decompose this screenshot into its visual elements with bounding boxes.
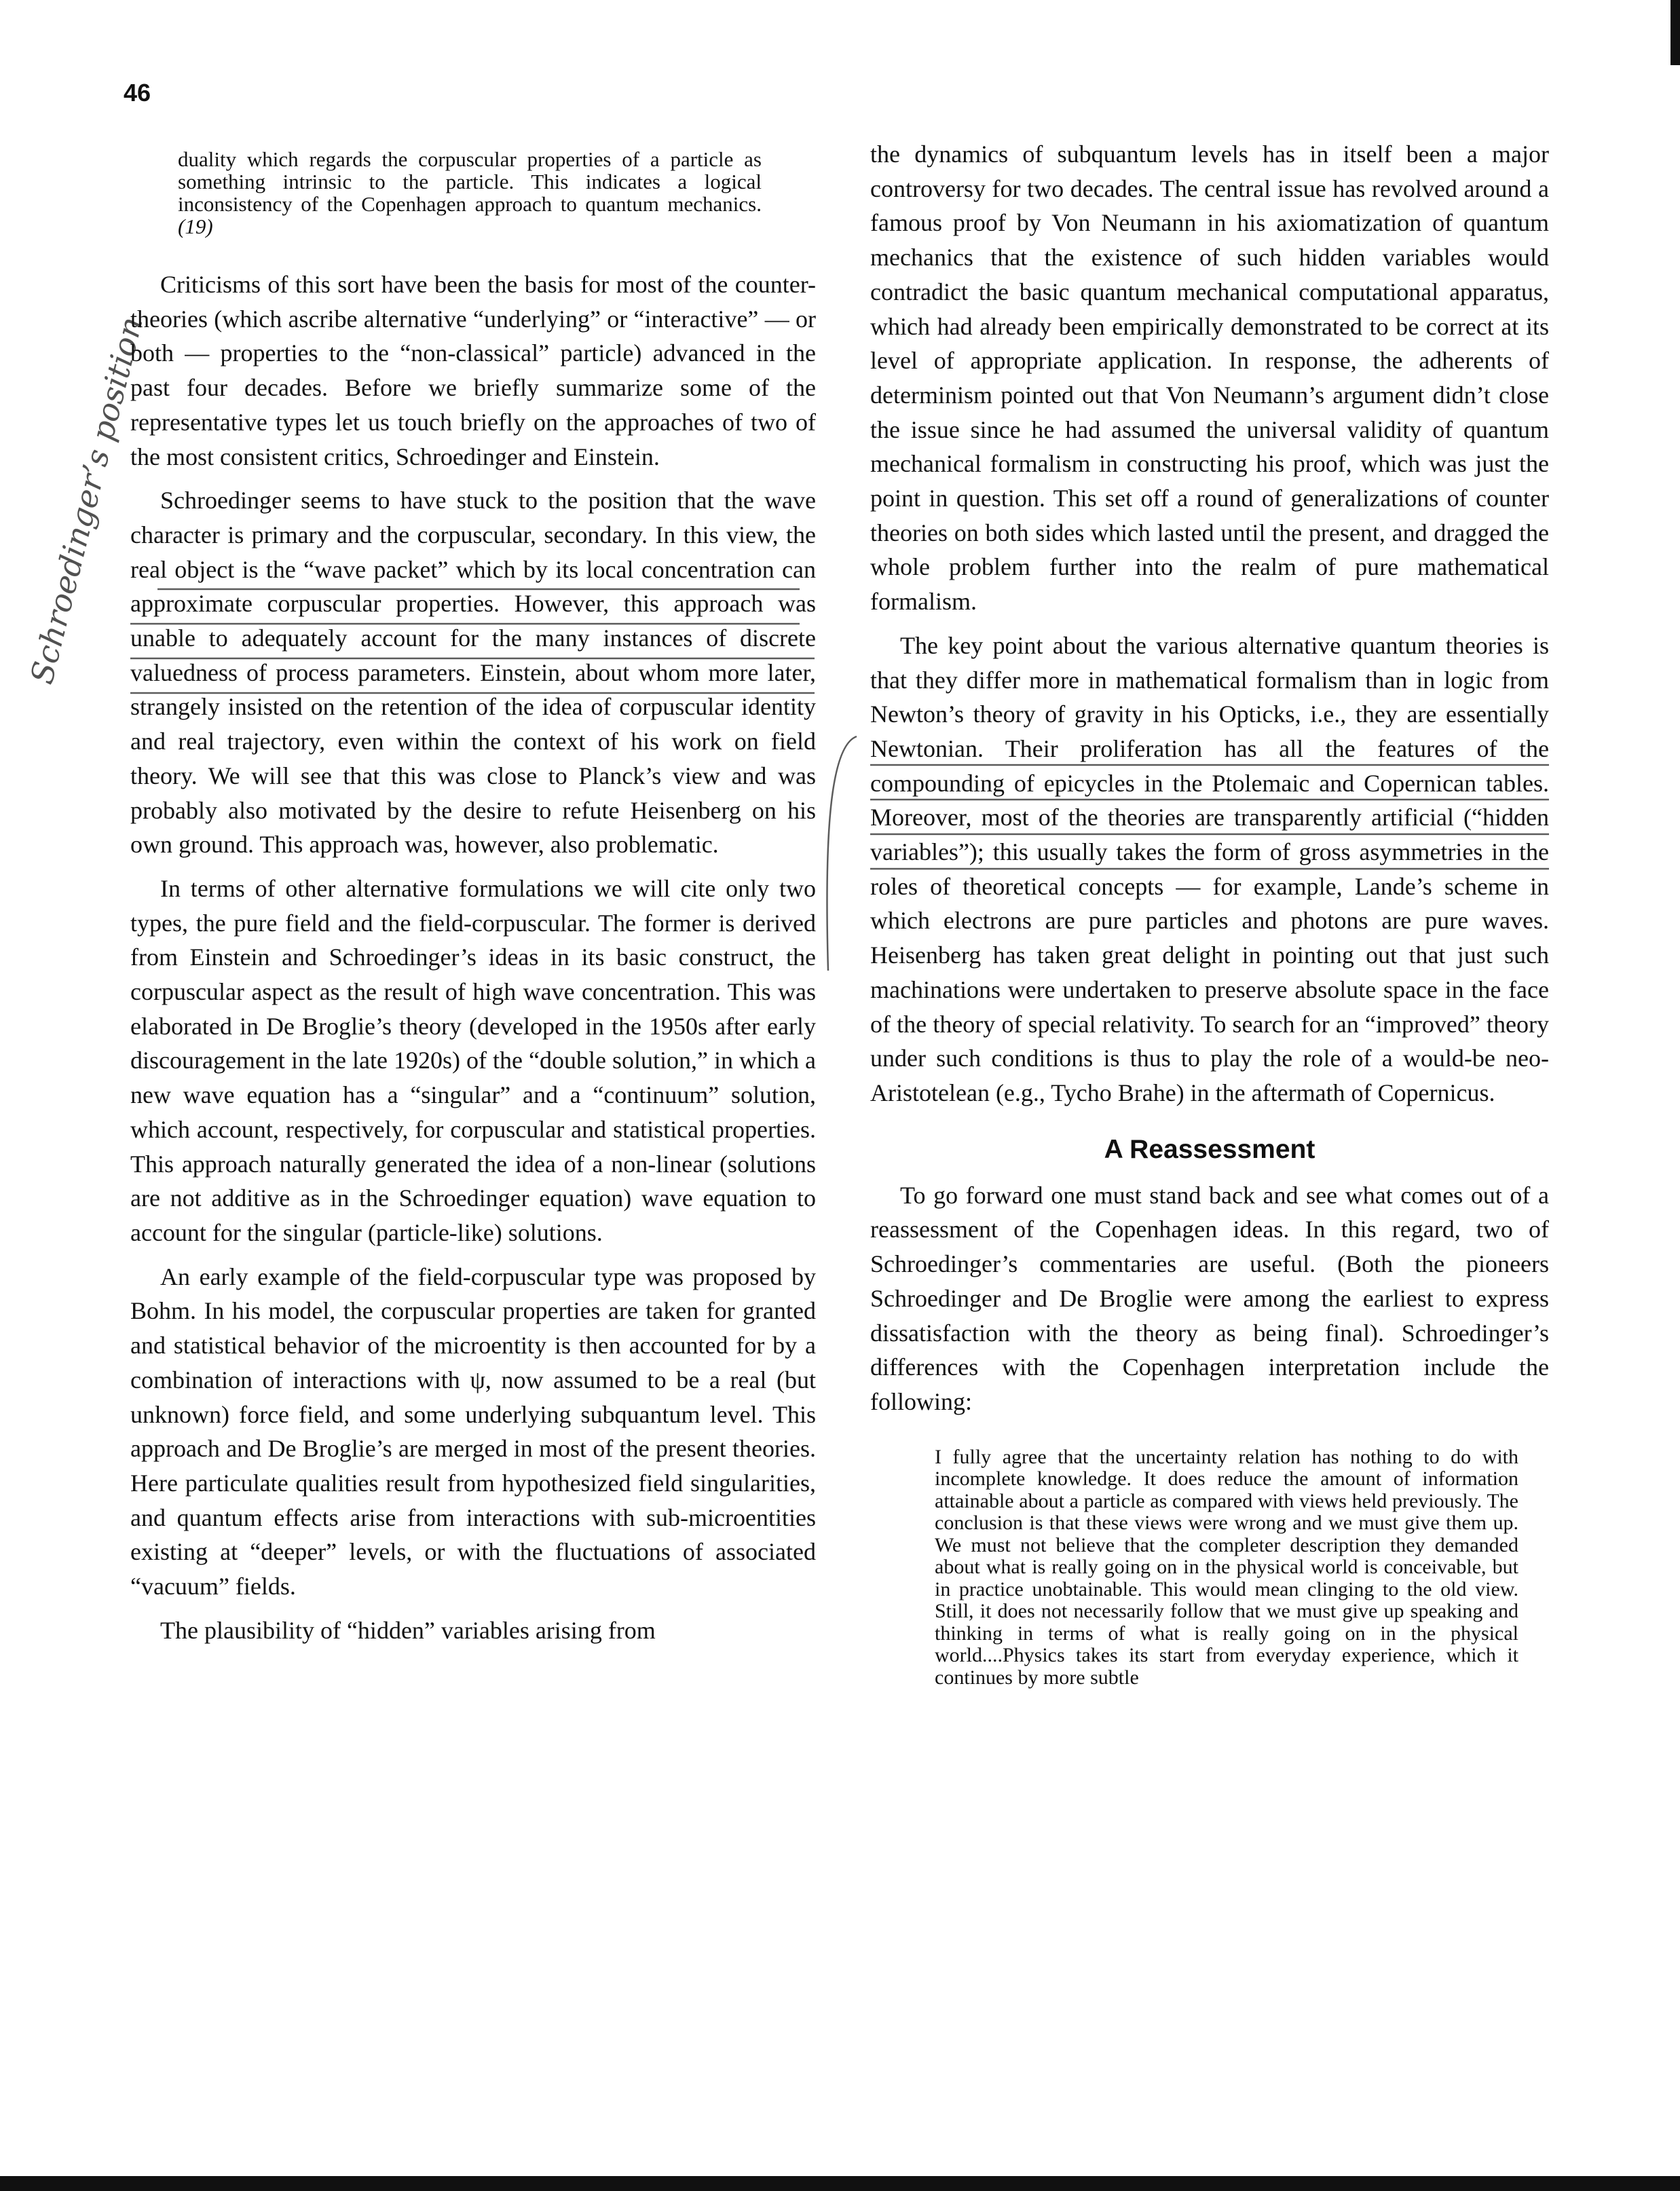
paragraph-key-point: The key point about the various alternative quantum theories is that they differ more in mathematical formalism than in logic from Newton’s theory of gravity in his Opticks, i.e., they are essentially Newtonian. Their proliferation has all the features of the compounding of epicycles in the Ptolemaic and Copernican tables. Moreover, most of the theories are transparently artificial (“hidden variables”); this usually takes the form of gross asymmetries in the roles of theoretical concepts — for example, Lande’s scheme in which electrons are pure particles and photons are pure waves. Heisenberg has taken great delight in pointing out that just such machinations were undertaken to preserve absolute space in the face of the theory of special relativity. To search for an “improved” theory under such conditions is thus to play the role of a would-be neo-Aristotelean (e.g., Tycho Brahe) in the aftermath of Copernicus.	[870, 631, 1549, 1106]
handwritten-margin-note: Schroedinger’s position	[23, 313, 150, 688]
page-number: 46	[124, 79, 151, 107]
paragraph-reassessment: To go forward one must stand back and see what comes out of a reassessment of the Copenhagen ideas. In this regard, two of Schroedinger’s commentaries are useful. (Both the pioneers Schroedinger and De Broglie were among the earliest to express dissatisfaction with the theory as being final). Schroedinger’s differences with the Copenhagen interpretation include the following:	[870, 1181, 1549, 1415]
paragraph-criticisms: Criticisms of this sort have been the basis for most of the counter-theories (which ascribe alternative “underlying” or “interactive” — or both — properties to the “non-classical” particle) advanced in the past four decades. Before we briefly summarize some of the representative types let us touch briefly on the approaches of two of the most consistent critics, Schroedinger and Einstein.	[130, 271, 816, 470]
paragraph-hidden-variables: The plausibility of “hidden” variables arising from	[160, 1616, 656, 1644]
scan-edge-bottom	[0, 2176, 1680, 2191]
opening-quote-text: duality which regards the corpuscular properties of a particle as something intrinsic to the particle. This indicates a logical inconsistency of the Copenhagen approach to quantum mechanics.	[178, 147, 762, 216]
schroedinger-quote: I fully agree that the uncertainty relation has nothing to do with incomplete knowledge. It does reduce the amount of information attainable about a particle as compared with views held previously. The conclusion is that these views were wrong and we must give them up. We must not believe that the completer description they demanded about what is really going on in the physical world is conceivable, but in practice unobtainable. This would mean clinging to the old view. Still, it does not necessarily follow that we must give up speaking and thinking in terms of what is really going on in the physical world....Physics takes its start from everyday experience, which it continues by more subtle	[935, 1445, 1518, 1689]
paragraph-bohm: An early example of the field-corpuscular type was proposed by Bohm. In his model, the corpuscular properties are taken for granted and statistical behavior of the microentity is then accounted for by a combination of interactions with ψ, now assumed to be a real (but unknown) force field, and some underlying subquantum level. This approach and De Broglie’s are merged in most of the present theories. Here particulate qualities result from hypothesized field singularities, and quantum effects arise from interactions with sub-microentities existing at “deeper” levels, or with the fluctuations of associated “vacuum” fields.	[130, 1262, 816, 1600]
paragraph-schroedinger: Schroedinger seems to have stuck to the position that the wave character is primary and the corpuscular, secondary. In this view, the real object is the “wave packet” which by its local concentration can approximate corpuscular properties. However, this approach was unable to adequately account for the many instances of discrete valuedness of process parameters. Einstein, about whom more later, strangely insisted on the retention of the idea of corpuscular identity and real trajectory, even within the context of his work on field theory. We will see that this was close to Planck’s view and was probably also motivated by the desire to refute Heisenberg on his own ground. This approach was, however, also problematic.	[130, 487, 816, 859]
paragraph-subquantum-controversy: the dynamics of subquantum levels has in itself been a major controversy for two decades. The central issue has revolved around a famous proof by Von Neumann in his axiomatization of quantum mechanics that the existence of such hidden variables would contradict the basic quantum mechanical computational apparatus, which had already been empirically demonstrated to be correct at its level of appropriate application. In response, the adherents of determinism pointed out that Von Neumann’s argument didn’t close the issue since he had assumed the universal validity of quantum mechanical formalism in constructing his proof, which was just the point in question. This set off a round of generalizations of counter theories on both sides which lasted until the present, and dragged the whole problem further into the realm of pure mathematical formalism.	[870, 141, 1549, 616]
opening-quote-reference: (19)	[178, 214, 213, 238]
section-heading: A Reassessment	[1104, 1134, 1315, 1164]
margin-bracket-mark	[827, 736, 857, 971]
paragraph-alternative-formulations: In terms of other alternative formulations we will cite only two types, the pure field and the field-corpuscular. The former is derived from Einstein and Schroedinger’s ideas in its basic construct, the corpuscular aspect as the result of high wave concentration. This was elaborated in De Broglie’s theory (developed in the 1950s after early discouragement in the late 1920s) of the “double solution,” in which a new wave equation has a “singular” and a “continuum” solution, which account, respectively, for corpuscular and statistical properties. This approach naturally generated the idea of a non-linear (solutions are not additive as in the Schroedinger equation) wave equation to account for the singular (particle-like) solutions.	[130, 874, 816, 1246]
